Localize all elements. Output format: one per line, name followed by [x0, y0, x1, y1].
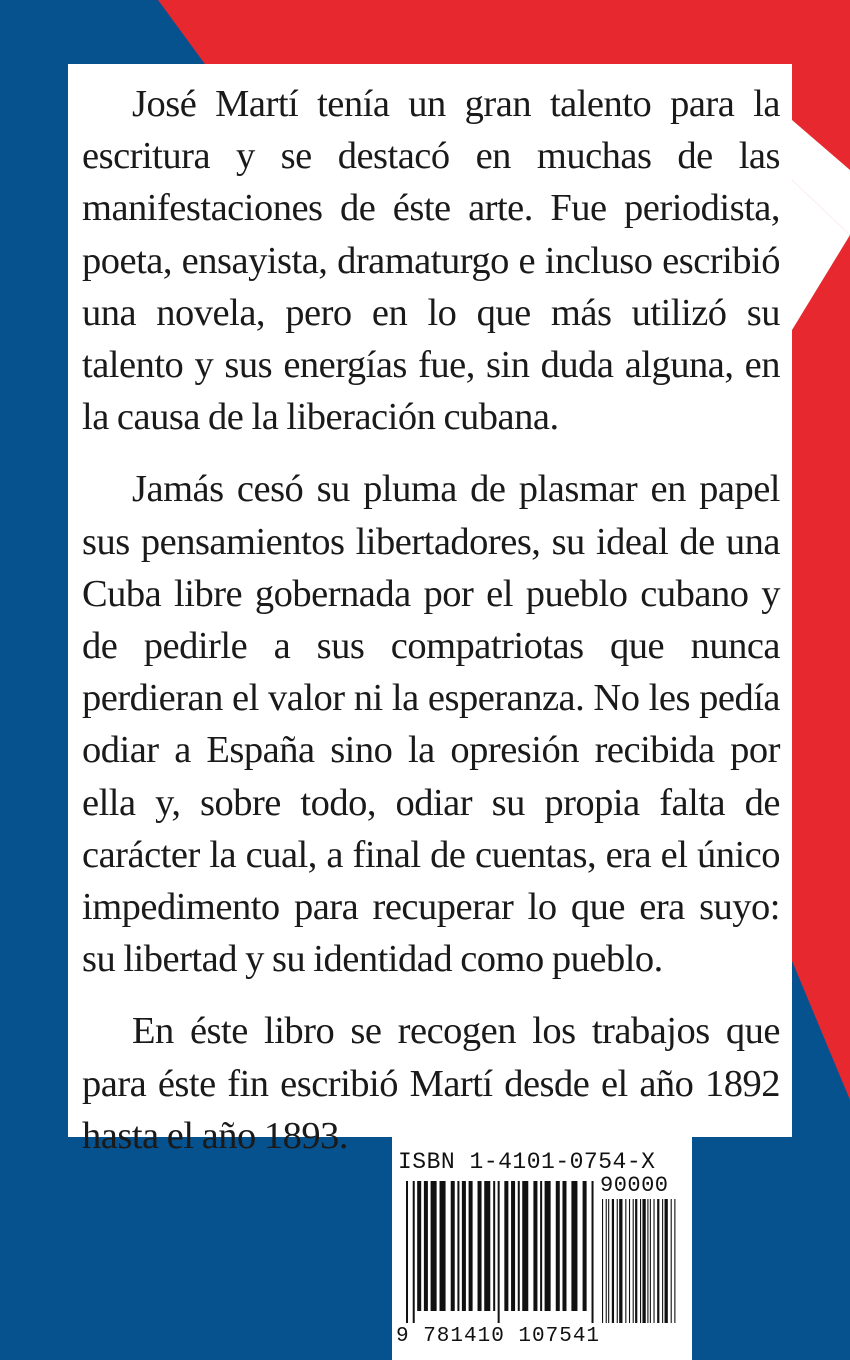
synopsis-paragraph-2: Jamás cesó su pluma de plasmar en papel sus pensamientos libertadores, su ideal de una Cuba libre gobernada por el pueblo cubano y de pedirle a sus compatriotas que nunca perdieran el valor ni la esperanza. No les pedía odiar a España sino la opresión recibida por ella y, sobre todo, odiar su propia falta de carácter la cual, a final de cuentas, era el único impedimento para recuperar lo que era suyo: su libertad y su identidad como pueblo. — [82, 468, 780, 981]
addon-barcode-bars — [602, 1199, 678, 1323]
barcode-bar — [413, 1181, 415, 1323]
barcode-bar — [583, 1181, 587, 1311]
barcode-bar — [451, 1181, 455, 1311]
barcode-bar — [640, 1199, 641, 1323]
barcode-bar — [633, 1199, 634, 1323]
barcode-bar — [457, 1181, 459, 1311]
synopsis-panel — [68, 64, 792, 1157]
barcode-bar — [469, 1181, 473, 1311]
synopsis-paragraph-1: José Martí tenía un gran talento para la escritura y se destacó en muchas de las manifestaciones de éste arte. Fue periodista, poeta, ensayista, dramaturgo e incluso escribió una novela, pero en lo que más utilizó su talento y sus energías fue, sin duda alguna, en la causa de la liberación cubana. — [82, 83, 780, 439]
barcode-bar — [625, 1199, 626, 1323]
barcode-bar — [653, 1199, 654, 1323]
barcode-bar — [647, 1199, 648, 1323]
barcode-bar — [642, 1199, 645, 1323]
isbn-label: ISBN 1-4101-0754-X — [398, 1149, 656, 1175]
barcode-bar — [657, 1199, 659, 1323]
barcode-bar — [635, 1199, 637, 1323]
price-addon-code: 90000 — [600, 1173, 669, 1198]
barcode-bar — [522, 1181, 528, 1311]
barcode-bar — [498, 1181, 500, 1323]
barcode-bar — [674, 1199, 675, 1323]
barcode-bar — [562, 1181, 566, 1311]
barcode-bar — [417, 1181, 421, 1311]
barcode-bar — [602, 1199, 603, 1323]
barcode-bar — [606, 1199, 607, 1323]
barcode-bar — [671, 1199, 672, 1323]
ean-number: 9 781410 107541 — [396, 1325, 601, 1348]
barcode-bar — [431, 1181, 437, 1311]
barcode-bar — [545, 1181, 551, 1311]
barcode-bar — [478, 1181, 482, 1311]
barcode-bar — [608, 1199, 609, 1323]
barcode-bar — [540, 1181, 542, 1311]
barcode-bar — [650, 1199, 651, 1323]
synopsis-paragraph-3: En éste libro se recogen los trabajos que para éste fin escribió Martí desde el año 1892 hasta el año 1893. — [82, 1010, 780, 1157]
barcode-bar — [571, 1181, 577, 1311]
barcode-bar — [462, 1181, 466, 1311]
barcode-bar — [612, 1199, 614, 1323]
barcode-bar — [665, 1199, 668, 1323]
barcode-bar — [617, 1199, 618, 1323]
barcode-bar — [406, 1181, 408, 1323]
barcode-bar — [484, 1181, 490, 1311]
barcode-bar — [556, 1181, 560, 1311]
barcode-bar — [533, 1181, 537, 1311]
barcode-bar — [518, 1181, 520, 1311]
barcode-bar — [504, 1181, 508, 1311]
barcode-bar — [440, 1181, 446, 1311]
barcode-bar — [424, 1181, 428, 1311]
barcode-bar — [493, 1181, 495, 1311]
barcode-bar — [511, 1181, 515, 1311]
barcode-bar — [619, 1199, 622, 1323]
barcode-bar — [592, 1181, 594, 1323]
barcode-bar — [662, 1199, 663, 1323]
isbn-barcode — [392, 1137, 692, 1360]
ean-barcode-bars — [406, 1181, 596, 1323]
barcode-bar — [629, 1199, 630, 1323]
